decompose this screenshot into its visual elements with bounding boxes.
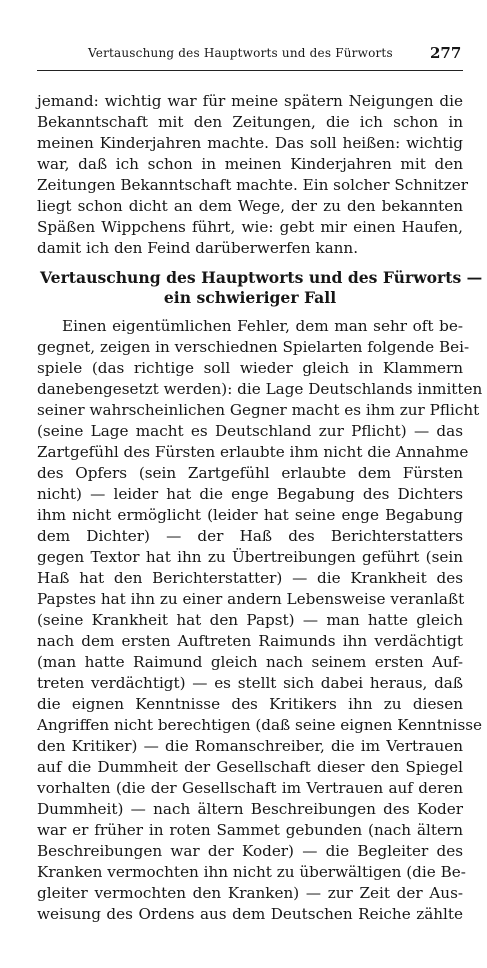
text-line: liegt schon dicht an dem Wege, der zu den bekannten [37,197,463,215]
text-line: Angriffen nicht berechtigen (daß seine eignen Kenntnisse [37,716,483,734]
text-line: Papstes hat ihn zu einer andern Lebensweise veranlaßt [37,590,465,608]
running-head: Vertauschung des Hauptworts und des Fürworts [88,46,393,60]
text-line: seiner wahrscheinlichen Gegner macht es ihm zur Pflicht [37,401,480,419]
text-line: auf die Dummheit der Gesellschaft dieser den Spiegel [37,758,463,776]
text-line: Dummheit) — nach ältern Beschreibungen des Koder [37,800,463,818]
text-line: treten verdächtigt) — es stellt sich dabei heraus, daß [37,674,463,692]
text-line: Späßen Wippchens führt, wie: gebt mir einen Haufen, [37,218,463,236]
section-heading: Vertauschung des Hauptworts und des Fürworts — [40,268,483,287]
text-line: des Opfers (sein Zartgefühl erlaubte dem Fürsten [37,464,463,482]
text-line: Haß hat den Berichterstatter) — die Krankheit des [37,569,463,587]
text-line: war, daß ich schon in meinen Kinderjahren mit den [37,155,463,173]
text-line: vorhalten (die der Gesellschaft im Vertrauen auf deren [37,779,463,797]
text-line: (seine Krankheit hat den Papst) — man hatte gleich [37,611,463,629]
text-line: war er früher in roten Sammet gebunden (nach ältern [37,821,463,839]
text-line: (seine Lage macht es Deutschland zur Pflicht) — das [37,422,463,440]
section-heading: ein schwieriger Fall [163,288,337,307]
text-line: damit ich den Feind darüberwerfen kann. [37,239,359,257]
text-line: weisung des Ordens aus dem Deutschen Reiche zählte [37,905,463,923]
page-number: 277 [430,44,462,62]
text-line: spiele (das richtige soll wieder gleich in Klammern [37,359,463,377]
text-line: Zartgefühl des Fürsten erlaubte ihm nicht die Annahme [37,443,469,461]
text-line: meinen Kinderjahren machte. Das soll heißen: wichtig [37,134,463,152]
text-line: den Kritiker) — die Romanschreiber, die im Vertrauen [37,737,463,755]
header-rule [37,70,463,71]
text-line: danebengesetzt werden): die Lage Deutschlands inmitten [37,380,483,398]
text-line: dem Dichter) — der Haß des Berichterstatters [37,527,463,545]
text-line: jemand: wichtig war für meine spätern Neigungen die [37,92,463,110]
text-line: ihm nicht ermöglicht (leider hat seine enge Begabung [37,506,463,524]
text-line: gegen Textor hat ihn zu Übertreibungen geführt (sein [37,548,463,566]
text-line: Bekanntschaft mit den Zeitungen, die ich schon in [37,113,463,131]
text-line: Zeitungen Bekanntschaft machte. Ein solcher Schnitzer [37,176,469,194]
text-line: die eignen Kenntnisse des Kritikers ihn zu diesen [37,695,463,713]
text-line: Beschreibungen war der Koder) — die Begleiter des [37,842,463,860]
text-line: gegnet, zeigen in verschiednen Spielarten folgende Bei- [37,338,470,356]
text-line: (man hatte Raimund gleich nach seinem ersten Auf- [37,653,463,671]
text-line: Einen eigentümlichen Fehler, dem man sehr oft be- [62,317,463,335]
text-line: nach dem ersten Auftreten Raimunds ihn verdächtigt [37,632,463,650]
text-line: gleiter vermochten den Kranken) — zur Zeit der Aus- [37,884,463,902]
text-line: Kranken vermochten ihn nicht zu überwältigen (die Be- [37,863,466,881]
text-line: nicht) — leider hat die enge Begabung des Dichters [37,485,463,503]
